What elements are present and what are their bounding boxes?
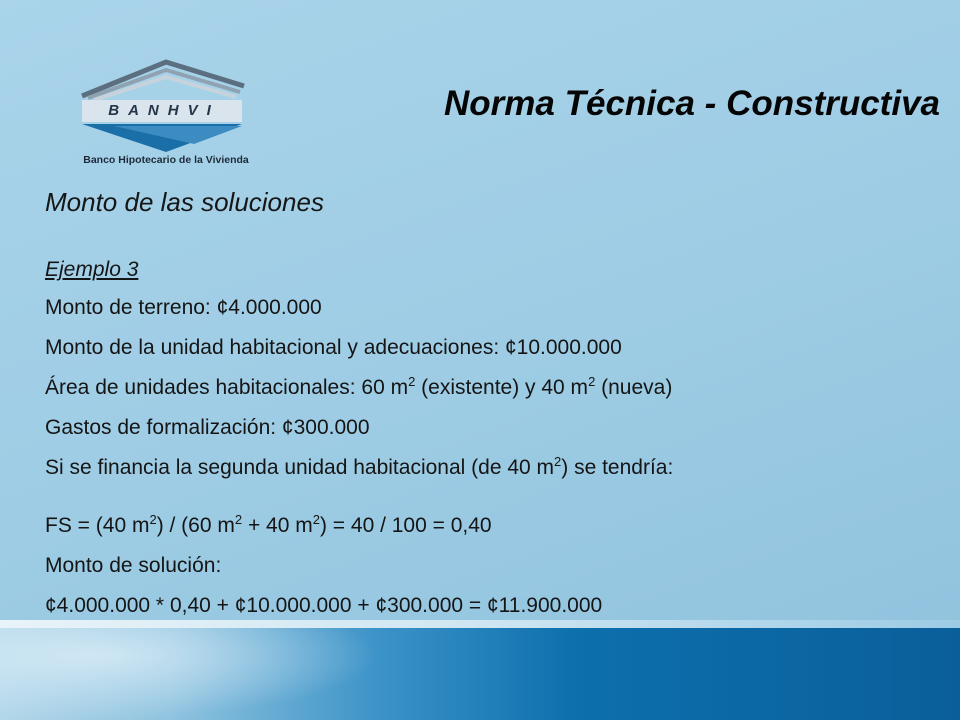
area-unidades-line	[45, 376, 672, 400]
fs-exponent-2: 2	[234, 512, 243, 527]
monto-solucion-line: Monto de solución:	[45, 554, 222, 577]
fs-part-d: ) = 40 / 100 = 0,40	[319, 514, 492, 537]
example-label-line	[45, 258, 138, 282]
page-title: Norma Técnica - Constructiva	[444, 84, 940, 123]
logo-wordmark: BANHVI	[108, 102, 220, 119]
financiamiento-line	[45, 456, 673, 480]
area-exponent-1: 2	[408, 374, 416, 389]
section-subtitle: Monto de las soluciones	[45, 187, 324, 217]
calculo-line: ¢4.000.000 * 0,40 + ¢10.000.000 + ¢300.000 = ¢11.900.000	[45, 594, 603, 617]
fs-formula-line	[45, 514, 492, 538]
fs-part-c: + 40 m	[242, 514, 313, 537]
financia-suffix: ) se tendría:	[561, 456, 674, 479]
fs-part-b: ) / (60 m	[156, 514, 235, 537]
monto-unidad-line: Monto de la unidad habitacional y adecuaciones: ¢10.000.000	[45, 336, 622, 359]
banhvi-logo	[74, 52, 254, 176]
fs-exponent-3: 2	[312, 512, 320, 527]
area-suffix: (nueva)	[595, 376, 673, 399]
area-prefix: Área de unidades habitacionales: 60 m	[45, 376, 409, 399]
area-mid: (existente) y 40 m	[415, 376, 589, 399]
area-exponent-2: 2	[588, 374, 596, 389]
financia-prefix: Si se financia la segunda unidad habitacional (de 40 m	[45, 456, 555, 479]
fs-part-a: FS = (40 m	[45, 514, 150, 537]
example-label: Ejemplo 3	[45, 258, 139, 281]
footer-glow	[0, 628, 380, 720]
logo-caption: Banco Hipotecario de la Vivienda	[83, 154, 249, 166]
gastos-formalizacion-line: Gastos de formalización: ¢300.000	[45, 416, 370, 439]
monto-terreno-line: Monto de terreno: ¢4.000.000	[45, 296, 322, 319]
fs-exponent-1: 2	[149, 512, 157, 527]
financia-exponent: 2	[554, 454, 562, 469]
